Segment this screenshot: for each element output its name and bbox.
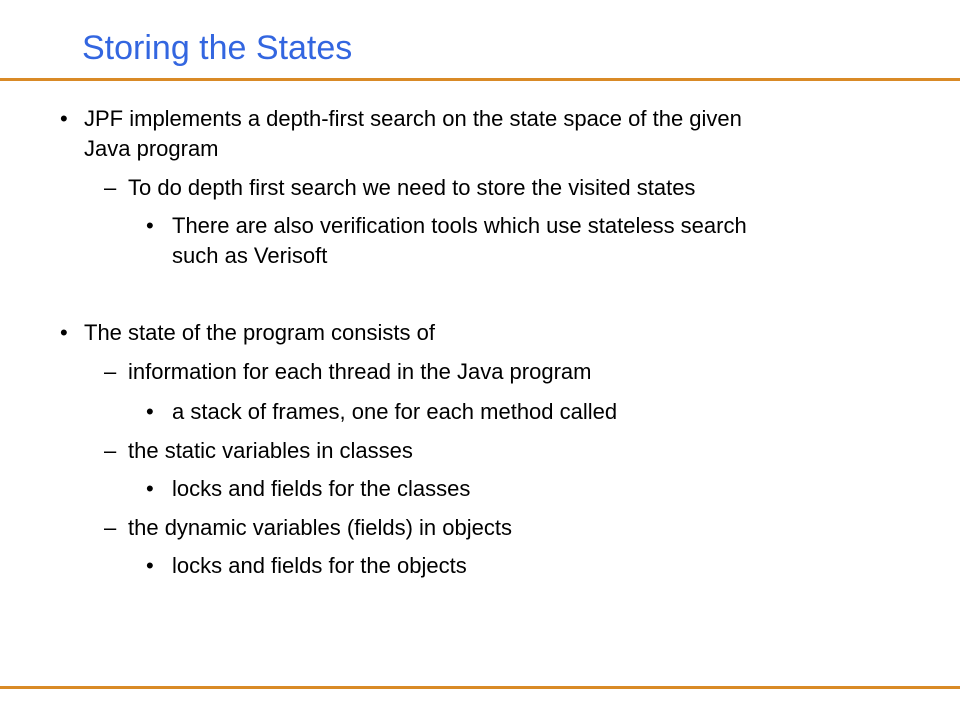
title-divider [0, 78, 960, 81]
sub-sub-bullet-marker: • [146, 553, 154, 578]
sub-sub-bullet-marker: • [146, 399, 154, 424]
sub-bullet-text: the static variables in classes [128, 438, 413, 463]
sub-sub-bullet-text-line: such as Verisoft [172, 243, 328, 268]
sub-sub-bullet-text-line: There are also verification tools which use stateless search [172, 213, 747, 238]
slide-title: Storing the States [82, 29, 353, 67]
sub-sub-bullet-text-line: locks and fields for the objects [172, 553, 467, 578]
sub-sub-bullet-marker: • [146, 476, 154, 501]
footer-divider [0, 686, 960, 689]
sub-bullet-text: the dynamic variables (fields) in objects [128, 515, 512, 540]
bullet-text-line: JPF implements a depth-first search on the state space of the given [84, 106, 742, 131]
sub-bullet-text: information for each thread in the Java program [128, 359, 592, 384]
sub-sub-bullet-text-line: a stack of frames, one for each method called [172, 399, 618, 424]
dash-marker: – [104, 175, 117, 200]
bullet-marker: • [60, 320, 68, 345]
dash-marker: – [104, 515, 117, 540]
dash-marker: – [104, 359, 117, 384]
sub-sub-bullet-text-line: locks and fields for the classes [172, 476, 471, 501]
sub-bullet-text: To do depth first search we need to store the visited states [128, 175, 696, 200]
bullet-text-line: Java program [84, 136, 219, 161]
dash-marker: – [104, 438, 117, 463]
sub-sub-bullet-marker: • [146, 213, 154, 238]
bullet-marker: • [60, 106, 68, 131]
bullet-text-line: The state of the program consists of [84, 320, 435, 345]
